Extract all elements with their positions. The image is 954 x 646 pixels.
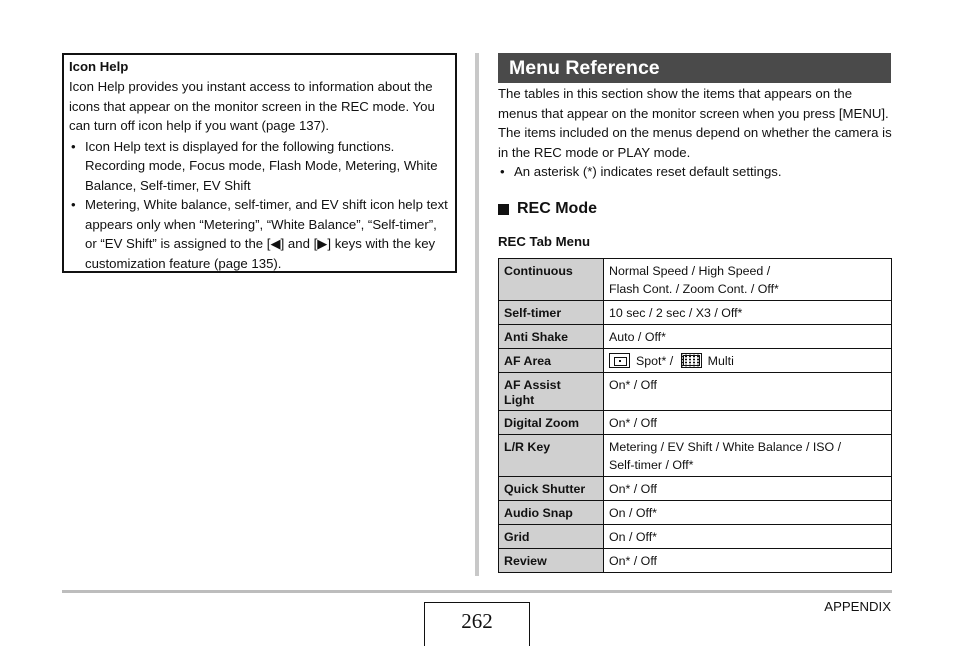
menu-item-name: Self-timer <box>499 301 604 325</box>
value-line: Self-timer / Off* <box>609 458 694 472</box>
menu-item-values: On / Off* <box>604 501 892 525</box>
table-row <box>499 373 892 411</box>
table-row <box>499 435 892 477</box>
menu-item-values <box>604 259 892 301</box>
menu-item-name: Audio Snap <box>499 501 604 525</box>
rec-mode-heading <box>498 199 597 219</box>
icon-help-bullet: • Metering, White balance, self-timer, and EV shift icon help text appears only when “Metering”, “White Balance”, “Self-timer”, or “EV Shift” is assigned to the [◀] and [▶] keys with the key customization feature (page 135). <box>69 195 448 273</box>
menu-reference-intro <box>498 84 893 182</box>
footer-rule <box>62 590 892 593</box>
menu-item-name: AF Area <box>499 349 604 373</box>
table-row <box>499 259 892 301</box>
icon-help-title: Icon Help <box>69 59 129 74</box>
menu-item-values: On* / Off <box>604 373 892 411</box>
column-divider <box>475 53 479 576</box>
icon-help-bullet: • Icon Help text is displayed for the following functions. Recording mode, Focus mode, Flash Mode, Metering, White Balance, Self-timer, EV Shift <box>69 137 448 196</box>
table-row <box>499 477 892 501</box>
af-spot-label: Spot* / <box>636 354 674 368</box>
page-number: 262 <box>424 602 530 646</box>
table-row <box>499 325 892 349</box>
value-line: Flash Cont. / Zoom Cont. / Off* <box>609 282 779 296</box>
icon-help-bullets <box>69 137 448 274</box>
menu-item-values <box>604 435 892 477</box>
menu-item-name: Review <box>499 549 604 573</box>
value-line: Metering / EV Shift / White Balance / ISO / <box>609 440 842 454</box>
intro-paragraph: The tables in this section show the items that appears on the menus that appear on the monitor screen when you press [MENU]. The items included on the menus depend on whether the camera is in the REC mode or PLAY mode. <box>498 86 892 160</box>
menu-item-name: Grid <box>499 525 604 549</box>
intro-bullet: • An asterisk (*) indicates reset default settings. <box>498 162 893 182</box>
menu-item-values: On / Off* <box>604 525 892 549</box>
rec-mode-heading-text: REC Mode <box>517 200 597 217</box>
menu-item-values: Auto / Off* <box>604 325 892 349</box>
icon-help-paragraph: Icon Help provides you instant access to information about the icons that appear on the monitor screen in the REC mode. You can turn off icon help if you want (page 137). <box>69 79 435 133</box>
footer-section-label: APPENDIX <box>824 599 891 614</box>
table-row <box>499 501 892 525</box>
key-line: Light <box>504 393 535 407</box>
af-spot-icon <box>609 353 630 368</box>
menu-item-name <box>499 373 604 411</box>
menu-item-name: Continuous <box>499 259 604 301</box>
table-row <box>499 525 892 549</box>
menu-item-name: Digital Zoom <box>499 411 604 435</box>
intro-bullets <box>498 162 893 182</box>
rec-tab-menu-table <box>498 258 892 573</box>
menu-item-values: On* / Off <box>604 549 892 573</box>
value-line: Normal Speed / High Speed / <box>609 264 771 278</box>
table-row <box>499 549 892 573</box>
af-multi-label: Multi <box>707 354 734 368</box>
menu-item-values: 10 sec / 2 sec / X3 / Off* <box>604 301 892 325</box>
menu-item-name: Anti Shake <box>499 325 604 349</box>
menu-item-name: Quick Shutter <box>499 477 604 501</box>
menu-item-values: On* / Off <box>604 477 892 501</box>
table-row <box>499 411 892 435</box>
table-title: REC Tab Menu <box>498 234 591 249</box>
key-line: AF Assist <box>504 378 561 392</box>
section-title: Menu Reference <box>509 57 660 79</box>
menu-item-values: On* / Off <box>604 411 892 435</box>
menu-item-name: L/R Key <box>499 435 604 477</box>
square-bullet-icon <box>498 204 509 215</box>
af-multi-icon <box>681 353 702 368</box>
section-title-bar <box>498 53 891 83</box>
table-row <box>499 349 892 373</box>
icon-help-box <box>62 53 457 273</box>
menu-item-values <box>604 349 892 373</box>
table-row <box>499 301 892 325</box>
